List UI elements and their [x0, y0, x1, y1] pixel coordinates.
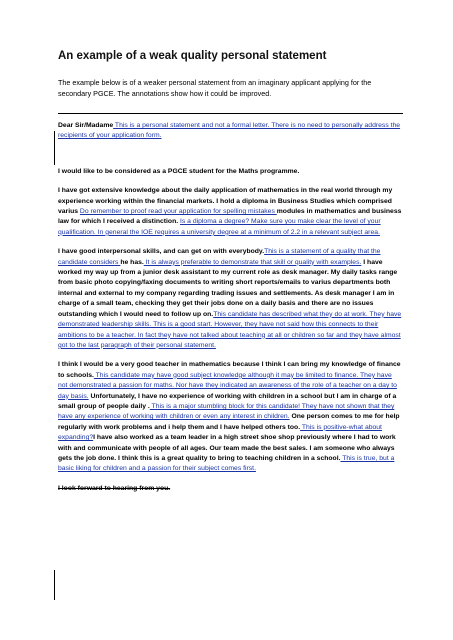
- paragraph-4: I think I would be a very good teacher in mathematics because I think I can bring my knowledge of finance to schools. This candidate may have good subject knowledge although it may be limited to finance. They have not demonstrated a passion for maths. Nor have they indicated an awareness of the role of a teacher on a day to day basis. Unfortunately, I have no experience of working with children in a school but I am in charge of a small group of people daily . This is a major stumbling block for this candidate! They have not shown that they have any experience of working with children or even any interest in children. One person comes to me for help regularly with work problems and i help them and I have helped others too. This is positive-what about expanding?I have also worked as a team leader in a high street shoe shop previously where I had to work with and communicate with people of all ages. Our team made the best sales. I am someone who always gets the job done. I think this is a great quality to bring to teaching children in a school. This is true, but a basic liking for children and a passion for their subject comes first.: [58, 361, 401, 473]
- paragraph-3: I have good interpersonal skills, and can get on with everybody.This is a statement of a quality that the candidate considers he has. It is always preferable to demonstrate that skill or quality with examples. I have worked my way up from a junior desk assistant to my current role as desk manager. My daily tasks range from basic photo copying/faxing documents to writing short reports/emails to varius departments both internal and external to my company regarding trading issues and settlements. As desk manager I am in charge of a small team, checking they get their jobs done on a daily basis and there are no issues outstanding which I would need to follow up on.This candidate has described what they do at work. They have demonstrated leadership skills. This is a good start. However, they have not said how this connects to their ambitions to be a teacher. In fact they have not talked about teaching at all or children so far and they have almost got to the last paragraph of their personal statement.: [58, 248, 402, 349]
- closing: I look forward to hearing from you.: [58, 484, 171, 492]
- annotation: This candidate has described what they do at work. They have demonstrated leadership skills. This is a good start. However, they have not said how this connects to their ambitions to be a teacher. In fact they have not talked about teaching at all or children so far and they have almost got to the last paragraph of their personal statement.: [58, 310, 402, 349]
- annotation: Is a diploma a degree? Make sure you make clear the level of your qualification. In general the IOE requires a university degree at a minimum of 2.2 in a relevant subject area.: [58, 218, 381, 236]
- annotation: This is positive-what about expanding?: [58, 423, 382, 442]
- intro-paragraph: The example below is of a weaker personal statement from an imaginary applicant applying for the secondary PGCE. The annotations show how it could be improved.: [58, 78, 372, 98]
- annotation: This is a personal statement and not a formal letter. There is no need to personally address the recipients of your application form.: [58, 122, 401, 140]
- salutation-line: [58, 121, 403, 142]
- closing-line: [58, 484, 403, 494]
- annotation: Do remember to proof read your application for spelling mistakes: [79, 208, 277, 216]
- annotation-margin-bar: [54, 131, 55, 165]
- annotation: It is always preferable to demonstrate that skill or quality with examples.: [143, 258, 362, 266]
- document-title: An example of a weak quality personal statement: [58, 50, 327, 62]
- annotation: This candidate may have good subject knowledge although it may be limited to finance. They have not demonstrated a passion for maths. Nor have they indicated an awareness of the role of a teacher on a day to day basis.: [58, 371, 397, 400]
- paragraph-1: I would like to be considered as a PGCE student for the Maths programme.: [58, 167, 300, 175]
- section-divider: [58, 113, 403, 114]
- annotation: This is a major stumbling block for this candidate! They have not shown that they have any experience of working with children or even any interest in children.: [58, 402, 395, 421]
- annotation: This is true, but a basic liking for children and a passion for their subject comes first.: [58, 454, 395, 473]
- personal-statement: [58, 121, 403, 494]
- annotation: This is a statement of a quality that the candidate considers: [58, 248, 381, 266]
- annotation-margin-bar: [54, 570, 55, 600]
- paragraph-2: I have got extensive knowledge about the daily application of mathematics in the real world through my experience working within the financial markets. I hold a diploma in Business Studies which comprised varius Do remember to proof read your application for spelling mistakes modules in mathematics and business law for which I received a distinction. Is a diploma a degree? Make sure you make clear the level of your qualification. In general the IOE requires a university degree at a minimum of 2.2 in a relevant subject area.: [58, 187, 402, 236]
- salutation: Dear Sir/Madame: [58, 122, 114, 129]
